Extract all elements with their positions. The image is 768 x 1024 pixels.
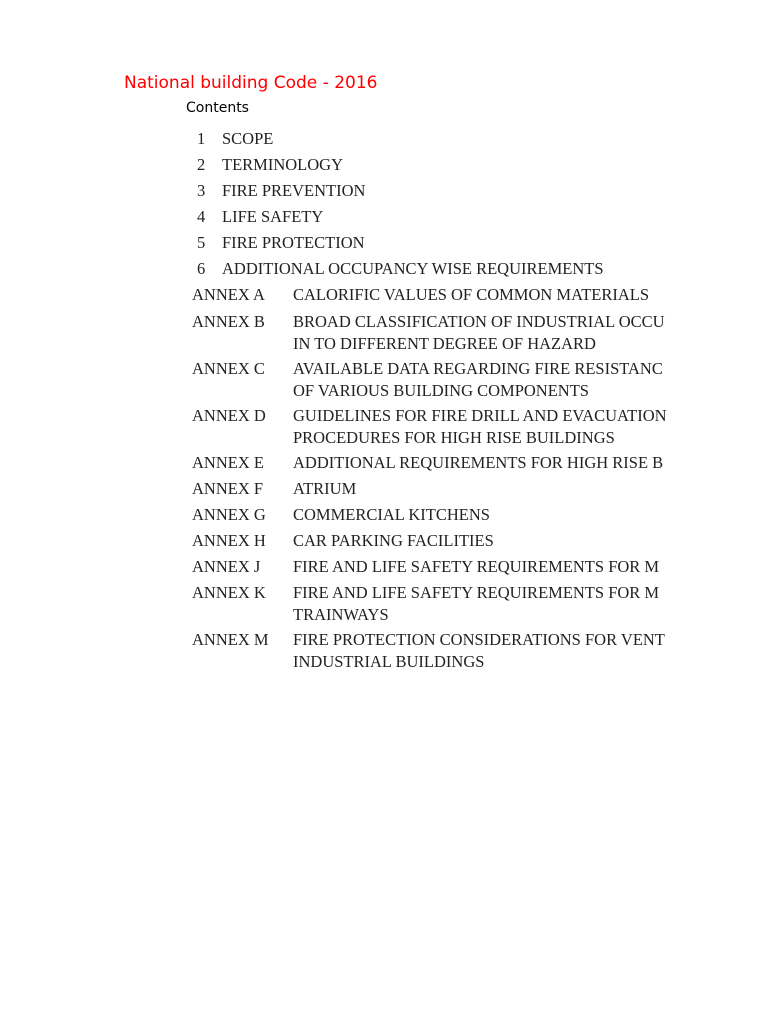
contents-heading: Contents bbox=[186, 100, 249, 116]
annex-label: ANNEX A bbox=[192, 285, 265, 304]
chapter-title: TERMINOLOGY bbox=[222, 155, 343, 174]
annex-label: ANNEX C bbox=[192, 359, 265, 378]
chapter-title: FIRE PROTECTION bbox=[222, 233, 365, 252]
annex-title: FIRE AND LIFE SAFETY REQUIREMENTS FOR M bbox=[293, 557, 660, 576]
annex-label: ANNEX D bbox=[192, 406, 266, 425]
table-of-contents-image bbox=[180, 124, 669, 680]
annex-title: AVAILABLE DATA REGARDING FIRE RESISTANC OF VARIOUS BUILDING COMPONENTS bbox=[293, 359, 663, 400]
chapter-number: 1 bbox=[197, 129, 206, 148]
annex-label: ANNEX B bbox=[192, 312, 265, 331]
chapter-title: LIFE SAFETY bbox=[222, 207, 324, 226]
annex-title: BROAD CLASSIFICATION OF INDUSTRIAL OCCU IN TO DIFFERENT DEGREE OF HAZARD bbox=[293, 312, 665, 353]
annex-title: FIRE AND LIFE SAFETY REQUIREMENTS FOR M TRAINWAYS bbox=[293, 583, 660, 624]
annex-title: ADDITIONAL REQUIREMENTS FOR HIGH RISE B bbox=[293, 453, 664, 472]
annex-title: GUIDELINES FOR FIRE DRILL AND EVACUATION PROCEDURES FOR HIGH RISE BUILDINGS bbox=[293, 406, 667, 447]
annex-label: ANNEX F bbox=[192, 479, 264, 498]
annex-label: ANNEX G bbox=[192, 505, 266, 524]
annex-label: ANNEX J bbox=[192, 557, 261, 576]
chapter-title: FIRE PREVENTION bbox=[222, 181, 366, 200]
chapter-title: ADDITIONAL OCCUPANCY WISE REQUIREMENTS bbox=[222, 259, 604, 278]
annex-label: ANNEX E bbox=[192, 453, 264, 472]
chapter-number: 3 bbox=[197, 181, 206, 200]
annex-label: ANNEX H bbox=[192, 531, 266, 550]
chapter-number: 5 bbox=[197, 233, 206, 252]
chapter-number: 6 bbox=[197, 259, 206, 278]
annex-title: CAR PARKING FACILITIES bbox=[293, 531, 494, 550]
document-title: National building Code - 2016 bbox=[124, 73, 378, 93]
annex-title: COMMERCIAL KITCHENS bbox=[293, 505, 490, 524]
annex-label: ANNEX M bbox=[192, 630, 269, 649]
chapter-title: SCOPE bbox=[222, 129, 274, 148]
annex-title: ATRIUM bbox=[293, 479, 357, 498]
annex-label: ANNEX K bbox=[192, 583, 266, 602]
annex-title: FIRE PROTECTION CONSIDERATIONS FOR VENT INDUSTRIAL BUILDINGS bbox=[293, 630, 665, 671]
chapter-number: 2 bbox=[197, 155, 206, 174]
annex-title: CALORIFIC VALUES OF COMMON MATERIALS bbox=[293, 285, 650, 304]
chapter-number: 4 bbox=[197, 207, 206, 226]
